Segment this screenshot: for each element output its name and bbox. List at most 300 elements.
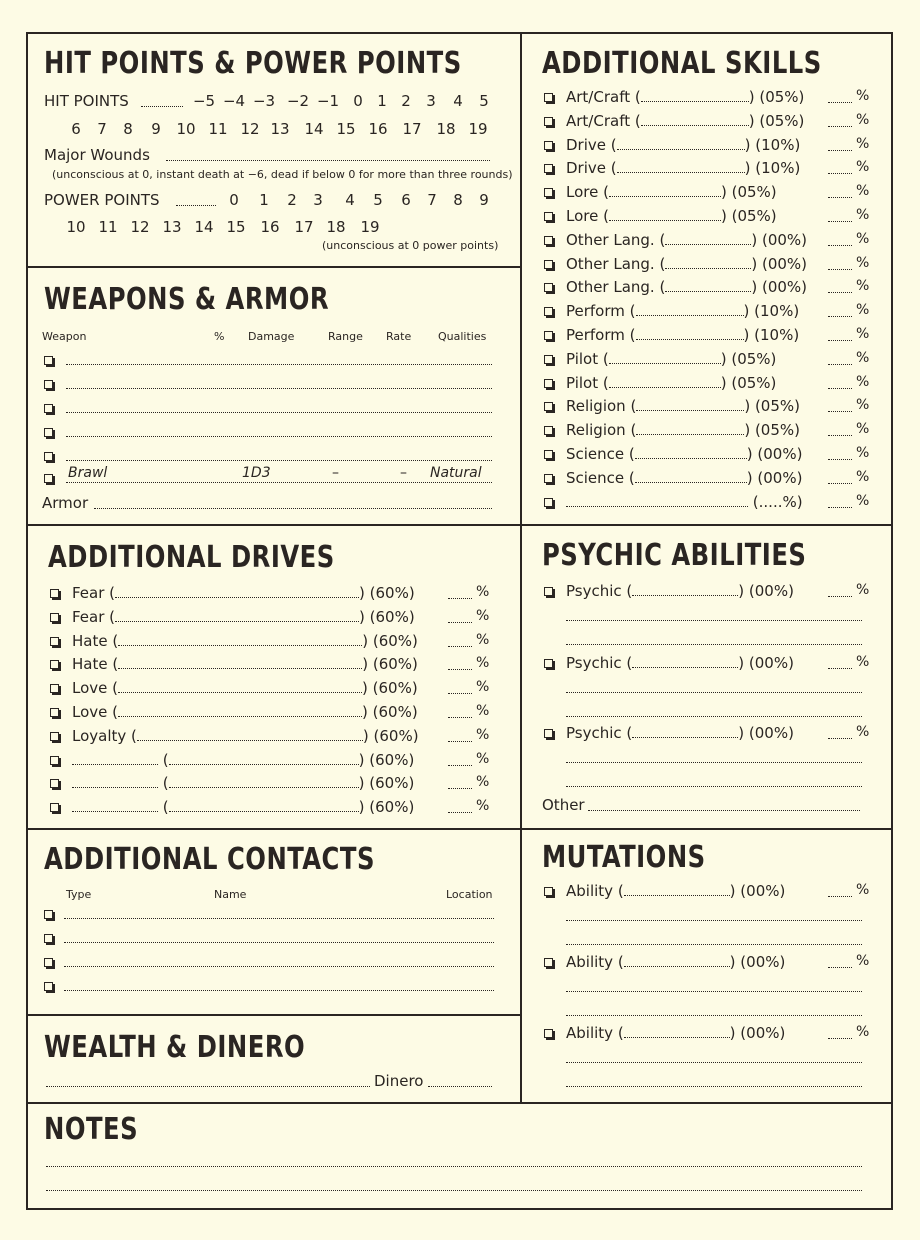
hp-box[interactable]: −2 [286,92,310,110]
drive-value[interactable] [448,693,472,694]
paren: ( [654,278,666,297]
checkbox[interactable] [544,117,553,126]
hp-box[interactable]: −1 [316,92,340,110]
psychic-desc-line[interactable] [566,716,862,717]
skill-value[interactable] [828,364,852,365]
specialty-field[interactable] [636,399,744,411]
section-title: ADDITIONAL CONTACTS [44,842,375,877]
notes-section [28,1104,893,1210]
ability-value[interactable] [828,896,852,897]
hp-box[interactable]: 16 [368,120,388,138]
checkbox[interactable] [544,141,553,150]
skill-item[interactable] [566,159,800,177]
specialty-field[interactable] [636,304,744,316]
hp-box[interactable]: 15 [336,120,356,138]
skill-value[interactable] [828,269,852,270]
skill-value[interactable] [828,340,852,341]
pp-box[interactable]: 7 [427,191,437,209]
paren: ( [625,421,637,440]
paren: ( [654,230,666,249]
skill-name: Science [566,445,625,463]
drive-base: (60%) [372,655,418,674]
pp-box[interactable]: 17 [294,218,314,236]
brawl-name: Brawl [68,465,108,481]
drive-value[interactable] [448,812,472,813]
pp-box[interactable]: 2 [287,191,297,209]
drive-base: (60%) [373,726,419,745]
ability-desc-line[interactable] [566,1086,862,1087]
pct-sign: % [856,654,870,670]
checkbox[interactable] [544,1029,553,1038]
checkbox[interactable] [50,589,59,598]
pct-sign: % [856,953,870,969]
psychic-field[interactable] [632,726,738,738]
drive-target-field[interactable] [118,681,362,693]
hp-box[interactable]: 19 [468,120,488,138]
checkbox[interactable] [44,428,53,437]
specialty-field[interactable] [665,257,751,269]
drive-target-field[interactable] [169,753,359,765]
pp-box[interactable]: 0 [229,191,239,209]
pp-box[interactable]: 6 [401,191,411,209]
pp-box[interactable]: 15 [226,218,246,236]
checkbox[interactable] [44,958,53,967]
specialty-field[interactable] [566,495,748,507]
ability-desc-line[interactable] [566,1062,862,1063]
checkbox[interactable] [544,93,553,102]
specialty-field[interactable] [617,138,745,150]
armor-field[interactable] [94,508,492,509]
paren: ) [743,326,755,344]
hp-box[interactable]: 14 [304,120,324,138]
skill-item[interactable] [566,326,799,344]
drive-value[interactable] [448,622,472,623]
paren: ( [624,326,636,344]
skill-item[interactable] [566,374,776,392]
specialty-field[interactable] [665,280,751,292]
skill-name: Perform [566,302,625,321]
skill-value[interactable] [828,173,852,174]
skill-item[interactable] [566,88,804,106]
psychic-value[interactable] [828,596,852,597]
pp-box[interactable]: 13 [162,218,182,236]
checkbox[interactable] [544,331,553,340]
hp-box[interactable]: 8 [123,120,133,138]
skill-value[interactable] [828,126,852,127]
psychic-desc-line[interactable] [566,644,862,645]
ability-value[interactable] [828,1038,852,1039]
wealth-field[interactable] [46,1086,370,1087]
skill-value[interactable] [828,150,852,151]
pct-sign: % [856,302,870,319]
drive-base: (60%) [372,679,418,698]
checkbox[interactable] [44,452,53,461]
section-title: ADDITIONAL DRIVES [48,540,335,575]
pp-box[interactable]: 3 [313,191,323,209]
skill-item[interactable] [566,231,807,249]
skill-name: Other Lang. [566,254,655,273]
paren: ) [748,111,760,130]
mutation-item[interactable]: Ability ( ) (00%) [566,953,786,971]
pp-box[interactable]: 1 [259,191,269,209]
ability-base: (00%) [740,1024,786,1042]
skill-value[interactable] [828,411,852,412]
dinero-field[interactable] [428,1086,492,1087]
section-title: MUTATIONS [542,840,706,875]
hp-label: HIT POINTS [44,92,129,110]
checkbox[interactable] [50,637,59,646]
ability-field[interactable] [624,955,730,967]
hp-box[interactable]: 3 [426,92,436,110]
skill-name: Drive [566,135,606,154]
drive-item[interactable]: ( ) (60%) [72,774,414,792]
checkbox[interactable] [50,779,59,788]
paren: ) [720,207,732,225]
checkbox[interactable] [44,380,53,389]
psychic-desc-line[interactable] [566,786,862,787]
drive-name-field[interactable] [72,753,158,765]
drive-name: Loyalty [72,726,127,745]
checkbox[interactable] [544,402,553,411]
checkbox[interactable] [544,474,553,483]
hp-box[interactable]: −3 [252,92,276,110]
checkbox[interactable] [544,188,553,197]
checkbox[interactable] [544,355,553,364]
checkbox[interactable] [50,613,59,622]
hp-box[interactable]: 17 [402,120,422,138]
skill-value[interactable] [828,102,852,103]
checkbox[interactable] [544,164,553,173]
col-range: Range [328,330,363,343]
drive-item[interactable]: Love ( ) (60%) [72,679,418,698]
skill-base: (05%) [731,183,777,202]
drive-item[interactable]: Loyalty ( ) (60%) [72,726,419,745]
psychic-item[interactable]: Psychic ( ) (00%) [566,724,794,742]
drive-item[interactable]: ( ) (60%) [72,798,414,816]
paren: ( [598,207,609,225]
pct-sign: % [856,373,870,390]
pct-sign: % [476,607,490,624]
drive-name-field[interactable] [72,776,158,788]
drive-base: (60%) [369,584,415,602]
drive-target-field[interactable] [118,634,362,646]
psychic-field[interactable] [632,656,738,668]
checkbox[interactable] [544,379,553,388]
hp-box[interactable]: 12 [240,120,260,138]
pp-box[interactable]: 4 [345,191,355,209]
checkbox[interactable] [44,910,53,919]
weapon-line[interactable] [66,412,492,413]
hp-box[interactable]: 0 [353,92,363,110]
col-weapon: Weapon [42,330,87,343]
checkbox[interactable] [50,708,59,717]
checkbox[interactable] [44,982,53,991]
hp-box[interactable]: 5 [479,92,489,110]
hp-box[interactable]: 10 [176,120,196,138]
checkbox[interactable] [544,958,553,967]
checkbox[interactable] [544,587,553,596]
skill-item[interactable] [566,255,807,273]
paren: ( [598,349,609,368]
checkbox[interactable] [44,474,53,483]
drive-item[interactable]: Fear ( ) (60%) [72,607,415,626]
hp-note: (unconscious at 0, instant death at −6, dead if below 0 for more than three rounds) [52,168,513,181]
drive-value[interactable] [448,741,472,742]
psychic-value[interactable] [828,738,852,739]
weapon-line[interactable] [66,364,492,365]
ability-field[interactable] [624,884,730,896]
col-rate: Rate [386,330,412,343]
drive-name-field[interactable] [72,800,158,812]
notes-line[interactable] [46,1166,862,1167]
checkbox[interactable] [544,887,553,896]
ability-label: Ability [566,953,614,971]
paren: ( [598,183,609,202]
skill-value[interactable] [828,292,852,293]
checkbox[interactable] [544,659,553,668]
pct-sign: % [856,349,870,366]
pp-box[interactable]: 5 [373,191,383,209]
checkbox[interactable] [544,498,553,507]
psychic-label: Psychic [566,654,622,672]
hp-box[interactable]: 7 [97,120,107,138]
pp-box[interactable]: 9 [479,191,489,209]
notes-line[interactable] [46,1190,862,1191]
pct-sign: % [476,703,490,719]
skill-value[interactable] [828,507,852,508]
skill-value[interactable] [828,245,852,246]
checkbox[interactable] [544,426,553,435]
ability-desc-line[interactable] [566,944,862,945]
other-field[interactable] [588,810,860,811]
drive-item[interactable]: ( ) (60%) [72,751,414,769]
drives-section [28,526,520,828]
col-damage: Damage [248,330,295,343]
checkbox[interactable] [544,236,553,245]
checkbox[interactable] [44,356,53,365]
weapon-line[interactable] [66,436,492,437]
weapon-line[interactable] [66,460,492,461]
skill-item[interactable] [566,136,800,154]
hp-box[interactable]: 11 [208,120,228,138]
paren: ( [624,445,635,463]
drive-base: (60%) [369,607,415,626]
skill-base: (00%) [761,230,808,249]
checkbox[interactable] [50,803,59,812]
paren: ( [625,397,637,416]
contact-line[interactable] [64,990,494,991]
pp-box[interactable]: 19 [360,218,380,236]
skill-item[interactable] [566,421,800,439]
hp-box[interactable]: 1 [377,92,387,110]
drive-target-field[interactable] [169,776,359,788]
paren: ( [630,88,641,106]
drive-value[interactable] [448,646,472,647]
checkbox[interactable] [50,756,59,765]
skill-item[interactable] [566,278,807,296]
pct-sign: % [856,88,870,104]
skill-item[interactable] [566,445,802,463]
skill-value[interactable] [828,459,852,460]
drive-target-field[interactable] [118,657,362,669]
checkbox[interactable] [544,450,553,459]
pct-sign: % [476,798,490,815]
specialty-field[interactable] [609,185,721,197]
drive-value[interactable] [448,717,472,718]
psychic-value[interactable] [828,668,852,669]
specialty-field[interactable] [609,352,721,364]
hp-box[interactable]: 13 [270,120,290,138]
pct-sign: % [476,726,490,743]
drive-value[interactable] [448,598,472,599]
armor-label: Armor [42,494,89,512]
wealth-section [28,1016,520,1102]
skill-item[interactable] [566,493,803,511]
checkbox[interactable] [544,307,553,316]
pct-sign: % [856,397,870,414]
pp-box[interactable]: 10 [66,218,86,236]
skill-name: Religion [566,397,626,416]
hp-box[interactable]: 18 [436,120,456,138]
section-title: NOTES [44,1112,139,1147]
skill-value[interactable] [828,197,852,198]
paren: ( [624,468,635,487]
specialty-field[interactable] [617,161,745,173]
paren: ) [743,302,755,321]
drive-target-field[interactable] [137,729,363,741]
specialty-field[interactable] [636,423,744,435]
skill-item[interactable] [566,397,800,415]
drive-target-field[interactable] [118,705,362,717]
ability-desc-line[interactable] [566,991,862,992]
checkbox[interactable] [44,404,53,413]
pp-box[interactable]: 18 [326,218,346,236]
psychic-desc-line[interactable] [566,762,862,763]
ability-value[interactable] [828,967,852,968]
drive-item[interactable]: Fear ( ) (60%) [72,584,415,602]
ability-desc-line[interactable] [566,1015,862,1016]
contact-line[interactable] [64,942,494,943]
specialty-field[interactable] [641,90,749,102]
drive-target-field[interactable] [169,800,359,812]
psychic-field[interactable] [632,584,738,596]
drive-target-field[interactable] [115,610,359,622]
pp-box[interactable]: 11 [98,218,118,236]
specialty-field[interactable] [609,209,721,221]
skill-item[interactable] [566,302,799,320]
checkbox[interactable] [44,934,53,943]
ability-base: (00%) [740,882,786,900]
skill-item[interactable] [566,112,804,130]
psychic-item[interactable]: Psychic ( ) (00%) [566,582,794,600]
pct-sign: % [856,230,870,247]
section-title: WEALTH & DINERO [44,1030,306,1065]
skill-value[interactable] [828,483,852,484]
checkbox[interactable] [544,260,553,269]
hp-box[interactable]: −5 [192,92,216,110]
checkbox[interactable] [544,283,553,292]
skill-value[interactable] [828,435,852,436]
specialty-field[interactable] [641,114,749,126]
hp-box[interactable]: 2 [401,92,411,110]
col-pct: % [214,330,225,343]
specialty-field[interactable] [635,447,747,459]
psychic-desc-line[interactable] [566,620,862,621]
checkbox[interactable] [50,732,59,741]
drive-target-field[interactable] [115,586,359,598]
mutation-item[interactable]: Ability ( ) (00%) [566,1024,786,1042]
pp-label: POWER POINTS [44,191,160,209]
pct-sign: % [856,1024,870,1040]
pct-sign: % [856,421,870,438]
pp-box[interactable]: 8 [453,191,463,209]
ability-desc-line[interactable] [566,920,862,921]
hp-box[interactable]: 6 [71,120,81,138]
checkbox[interactable] [544,212,553,221]
checkbox[interactable] [50,684,59,693]
paren: ) [748,88,760,106]
drive-value[interactable] [448,669,472,670]
drive-item[interactable]: Love ( ) (60%) [72,703,418,721]
skill-name: Lore [566,183,599,202]
checkbox[interactable] [50,660,59,669]
checkbox[interactable] [544,729,553,738]
skill-value[interactable] [828,388,852,389]
skill-value[interactable] [828,221,852,222]
hp-box[interactable]: 4 [453,92,463,110]
skill-value[interactable] [828,316,852,317]
psychic-label: Psychic [566,724,622,742]
psychic-desc-line[interactable] [566,692,862,693]
psychic-base: (00%) [748,654,794,672]
psychic-base: (00%) [748,582,794,600]
hp-box[interactable]: 9 [151,120,161,138]
specialty-field[interactable] [636,328,744,340]
contact-line[interactable] [64,966,494,967]
drive-item[interactable]: Hate ( ) (60%) [72,631,418,650]
paren: ) [744,135,756,154]
section-title: WEAPONS & ARMOR [44,282,330,317]
contact-line[interactable] [64,918,494,919]
ability-field[interactable] [624,1026,730,1038]
skill-base: (10%) [754,326,800,344]
drive-item[interactable]: Hate ( ) (60%) [72,655,418,674]
hp-box[interactable]: −4 [222,92,246,110]
major-wounds-field[interactable] [166,160,490,161]
weapon-line[interactable] [66,482,492,483]
paren: ) [720,373,732,392]
drive-value[interactable] [448,765,472,766]
specialty-field[interactable] [609,376,721,388]
pp-box[interactable]: 16 [260,218,280,236]
skill-item[interactable] [566,469,802,487]
pp-box[interactable]: 12 [130,218,150,236]
skill-name: Art/Craft [566,88,631,106]
drive-value[interactable] [448,788,472,789]
specialty-field[interactable] [635,471,747,483]
pp-box[interactable]: 14 [194,218,214,236]
skill-item[interactable] [566,183,777,201]
pct-sign: % [476,584,490,600]
psychic-item[interactable]: Psychic ( ) (00%) [566,654,794,672]
skill-base: (05%) [759,88,805,106]
skill-item[interactable] [566,350,776,368]
skill-item[interactable] [566,207,777,225]
weapon-line[interactable] [66,388,492,389]
pp-note: (unconscious at 0 power points) [322,239,499,252]
specialty-field[interactable] [665,233,751,245]
mutation-item[interactable]: Ability ( ) (00%) [566,882,786,900]
